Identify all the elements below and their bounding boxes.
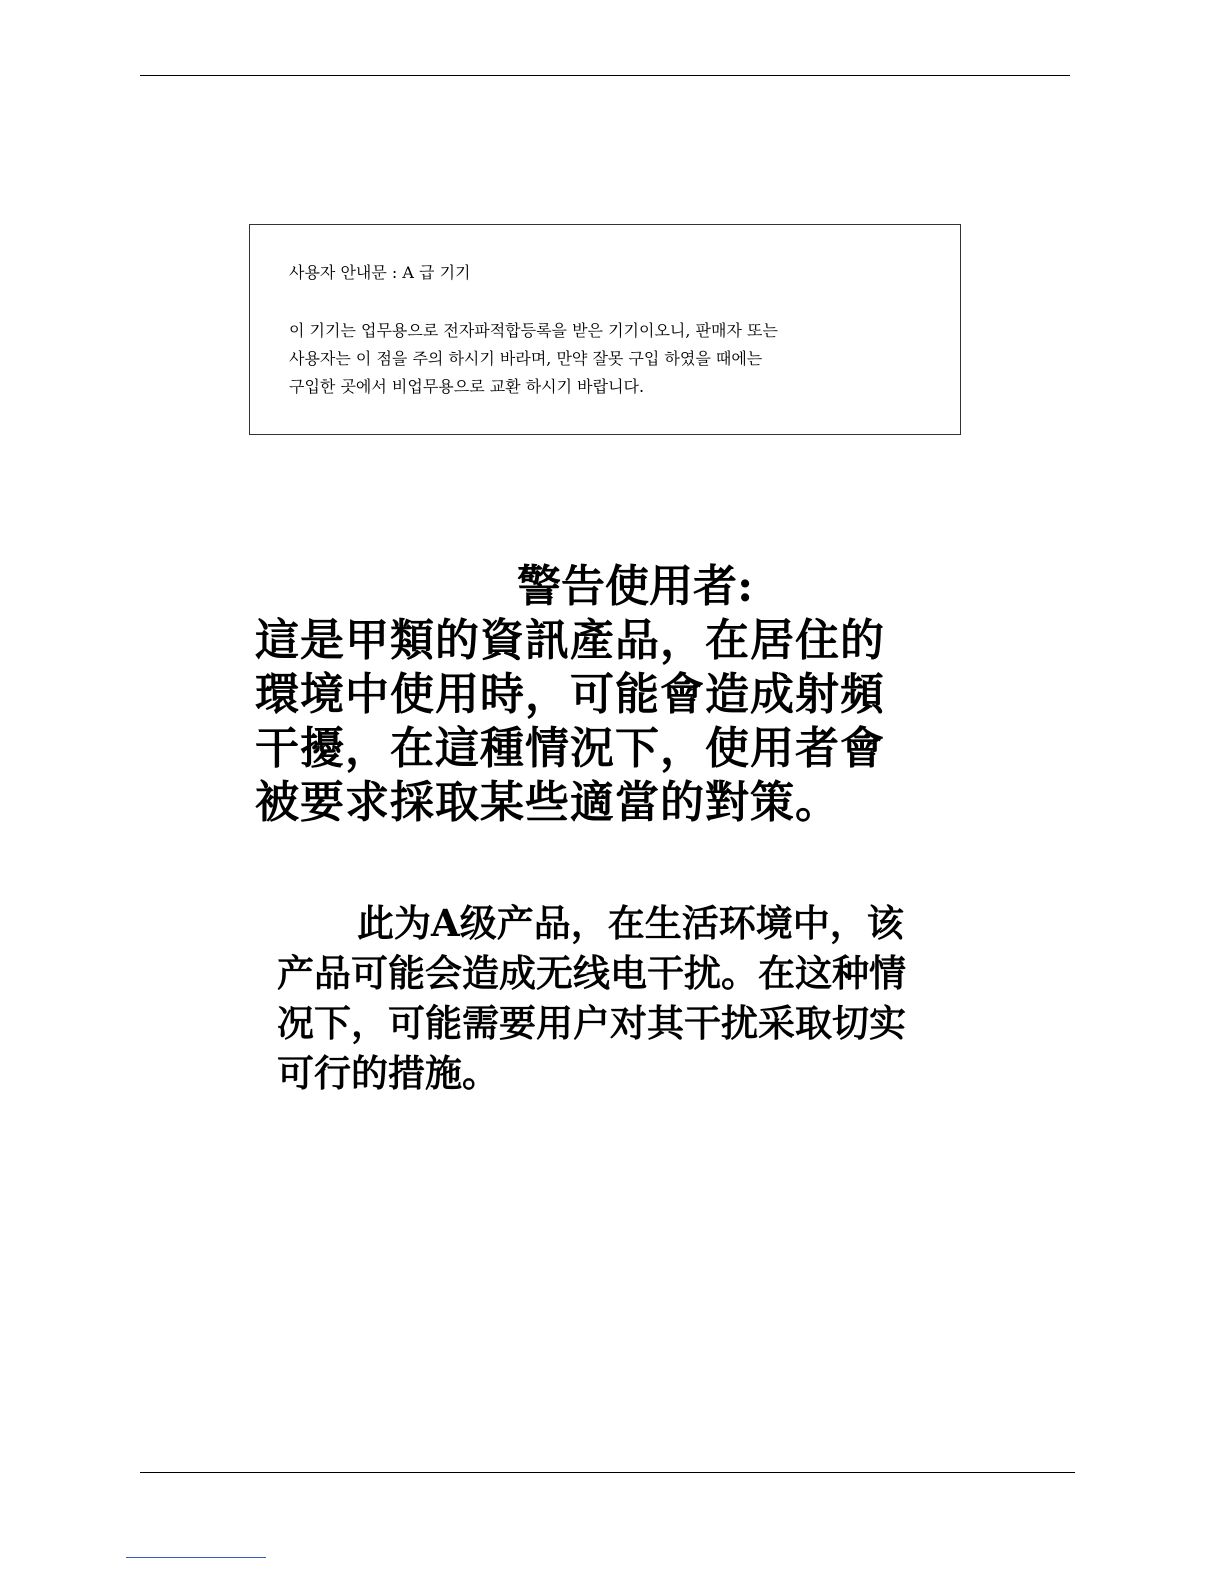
traditional-chinese-notice — [255, 560, 955, 830]
simplified-chinese-notice-line: 可行的措施。 — [277, 1051, 499, 1095]
korean-notice-title: 사용자 안내문 : A 급 기기 — [289, 263, 471, 282]
korean-notice-line: 사용자는 이 점을 주의 하시기 바라며, 만약 잘못 구입 하였을 때에는 — [289, 349, 763, 368]
header-rule — [140, 75, 1070, 76]
footer-link-underline — [126, 1557, 266, 1558]
korean-notice-line: 이 기기는 업무용으로 전자파적합등록을 받은 기기이오니, 판매자 또는 — [289, 321, 778, 340]
traditional-chinese-notice-line: 環境中使用時，可能會造成射頻 — [255, 669, 885, 720]
simplified-chinese-notice-line: 产品可能会造成无线电干扰。在这种情 — [277, 951, 906, 995]
traditional-chinese-notice-line: 被要求採取某些適當的對策。 — [255, 777, 840, 828]
korean-notice-line: 구입한 곳에서 비업무용으로 교환 하시기 바랍니다. — [289, 377, 645, 396]
korean-notice-box — [249, 224, 961, 435]
footer-rule — [140, 1472, 1075, 1473]
korean-notice-body — [289, 317, 778, 401]
simplified-chinese-notice — [277, 898, 957, 1098]
traditional-chinese-notice-line: 干擾，在這種情況下，使用者會 — [255, 723, 885, 774]
traditional-chinese-notice-title: 警告使用者: — [517, 561, 754, 612]
simplified-chinese-notice-line: 此为A级产品，在生活环境中，该 — [357, 901, 904, 945]
simplified-chinese-notice-line: 况下，可能需要用户对其干扰采取切实 — [277, 1001, 906, 1045]
traditional-chinese-notice-line: 這是甲類的資訊產品，在居住的 — [255, 615, 885, 666]
